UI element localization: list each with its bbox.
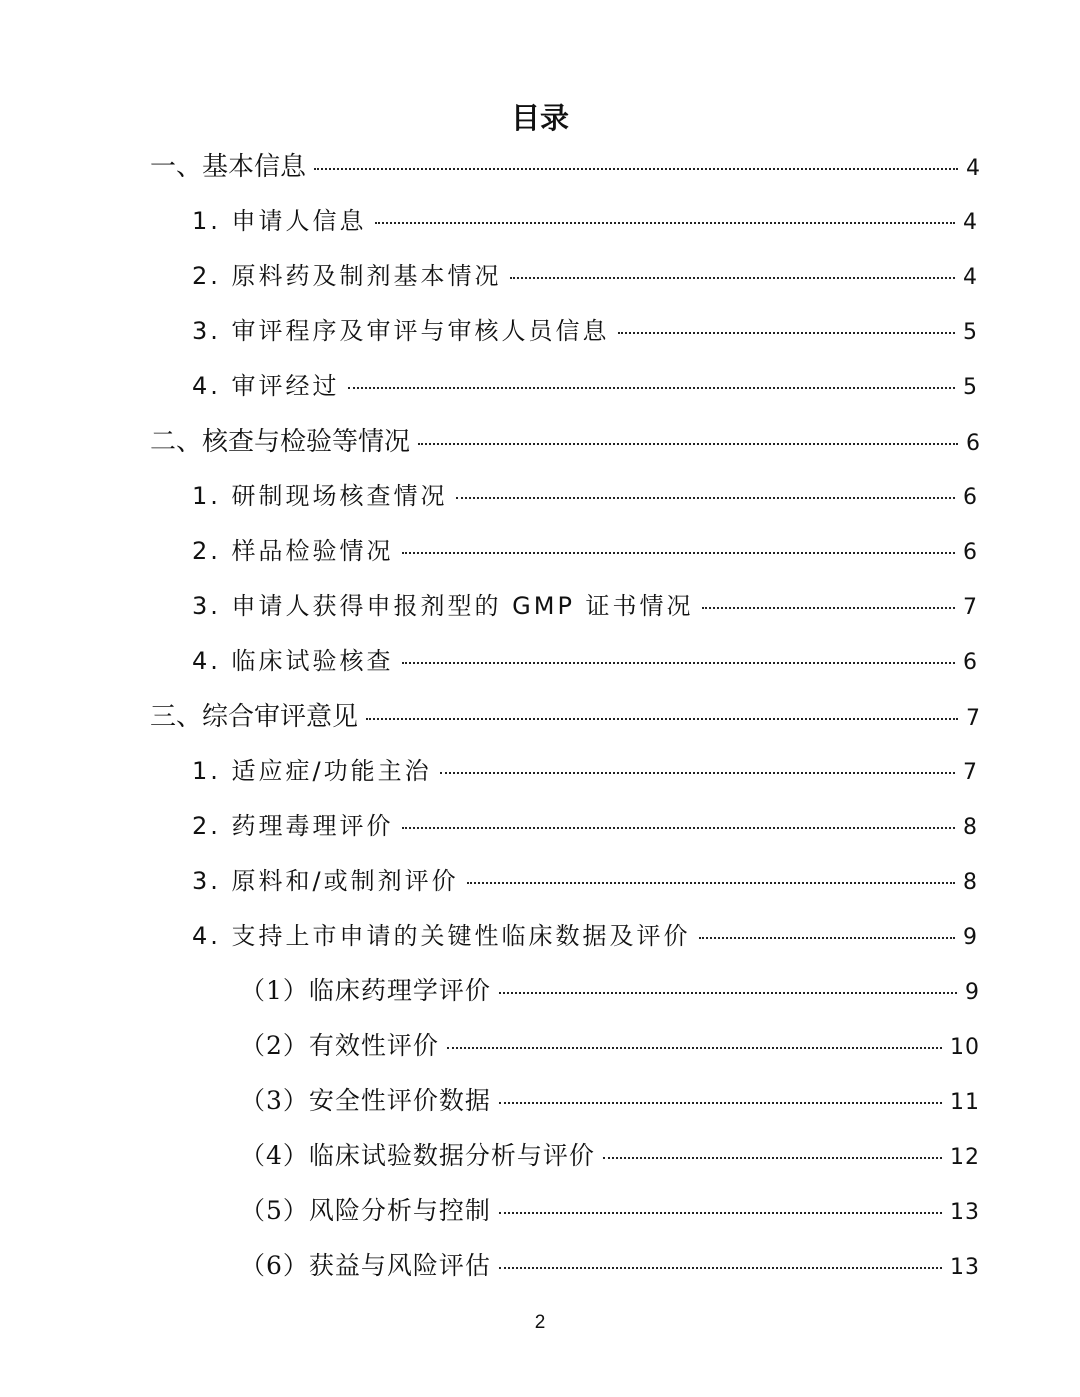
toc-entry[interactable] <box>240 1081 980 1121</box>
toc-entry-page: 8 <box>963 815 980 840</box>
toc-title: 目录 <box>510 101 569 135</box>
toc-entry-page: 13 <box>950 1255 980 1280</box>
toc-entry-label: 1. 申请人信息 <box>192 207 367 235</box>
dot-leader <box>702 607 955 609</box>
dot-leader <box>348 387 955 389</box>
toc-entry[interactable] <box>192 751 980 791</box>
dot-leader <box>402 552 955 554</box>
dot-leader <box>447 1047 942 1049</box>
dot-leader <box>499 1267 942 1269</box>
toc-entry-label: 4. 临床试验核查 <box>192 647 394 675</box>
toc-entry-label: 3. 申请人获得申报剂型的 GMP 证书情况 <box>192 592 694 620</box>
dot-leader <box>456 497 955 499</box>
toc-entry-page: 13 <box>950 1200 980 1225</box>
toc-entry-label: 二、核查与检验等情况 <box>150 427 411 457</box>
dot-leader <box>375 222 955 224</box>
dot-leader <box>618 332 955 334</box>
dot-leader <box>314 168 958 170</box>
toc-entry-label: 3. 原料和/或制剂评价 <box>192 867 459 895</box>
toc-entry-page: 5 <box>963 320 980 345</box>
toc-entry[interactable] <box>150 696 980 736</box>
toc-entry[interactable] <box>150 146 980 186</box>
dot-leader <box>402 827 955 829</box>
dot-leader <box>366 718 958 720</box>
dot-leader <box>603 1157 942 1159</box>
toc-entry[interactable] <box>240 1026 980 1066</box>
toc-entry-label: （6）获益与风险评估 <box>240 1251 491 1280</box>
toc-entry-label: 1. 研制现场核查情况 <box>192 482 448 510</box>
toc-entry-page: 6 <box>963 540 980 565</box>
dot-leader <box>499 992 957 994</box>
toc-entry[interactable] <box>192 586 980 626</box>
dot-leader <box>402 662 955 664</box>
toc-entry-page: 5 <box>963 375 980 400</box>
toc-entry[interactable] <box>192 311 980 351</box>
toc-entry-label: 一、基本信息 <box>150 152 307 182</box>
toc-entry[interactable] <box>192 476 980 516</box>
toc-entry[interactable] <box>192 366 980 406</box>
toc-entry-page: 4 <box>966 156 980 181</box>
toc-entry[interactable] <box>192 806 980 846</box>
toc-entry[interactable] <box>240 1191 980 1231</box>
dot-leader <box>699 937 955 939</box>
toc-entry[interactable] <box>192 201 980 241</box>
toc-entry-label: 三、综合审评意见 <box>150 702 359 732</box>
toc-entry-label: 2. 样品检验情况 <box>192 537 394 565</box>
toc-entry-page: 10 <box>950 1035 980 1060</box>
toc-entry-page: 7 <box>963 760 980 785</box>
page-number: 2 <box>534 1312 546 1333</box>
toc-entry-label: 3. 审评程序及审评与审核人员信息 <box>192 317 610 345</box>
toc-entry-page: 11 <box>950 1090 980 1115</box>
toc-entry-page: 12 <box>950 1145 980 1170</box>
toc-entry-label: 4. 审评经过 <box>192 372 340 400</box>
toc-entry[interactable] <box>192 256 980 296</box>
dot-leader <box>440 772 955 774</box>
toc-entry-label: 2. 原料药及制剂基本情况 <box>192 262 502 290</box>
toc-entry-label: 4. 支持上市申请的关键性临床数据及评价 <box>192 922 691 950</box>
toc-entry-page: 9 <box>963 925 980 950</box>
toc-entry-page: 7 <box>963 595 980 620</box>
toc-entry[interactable] <box>192 916 980 956</box>
toc-entry-label: （5）风险分析与控制 <box>240 1196 491 1225</box>
dot-leader <box>510 277 955 279</box>
toc-entry[interactable] <box>192 641 980 681</box>
toc-entry-label: （2）有效性评价 <box>240 1031 439 1060</box>
toc-entry-page: 7 <box>966 706 980 731</box>
dot-leader <box>418 443 958 445</box>
toc-entry-page: 9 <box>965 980 980 1005</box>
toc-entry-page: 8 <box>963 870 980 895</box>
dot-leader <box>499 1102 942 1104</box>
toc-entry[interactable] <box>240 971 980 1011</box>
toc-entry-label: （1）临床药理学评价 <box>240 976 491 1005</box>
toc-entry-label: 2. 药理毒理评价 <box>192 812 394 840</box>
dot-leader <box>467 882 955 884</box>
toc-entry-page: 6 <box>963 485 980 510</box>
toc-entry-label: （3）安全性评价数据 <box>240 1086 491 1115</box>
toc-entry-page: 4 <box>963 210 980 235</box>
dot-leader <box>499 1212 942 1214</box>
toc-entry-label: （4）临床试验数据分析与评价 <box>240 1141 595 1170</box>
toc-entry[interactable] <box>192 531 980 571</box>
toc-entry-label: 1. 适应症/功能主治 <box>192 757 432 785</box>
toc-entry-page: 6 <box>966 431 980 456</box>
toc-entry[interactable] <box>150 421 980 461</box>
toc-entry[interactable] <box>192 861 980 901</box>
toc-entry[interactable] <box>240 1136 980 1176</box>
toc-entry-page: 6 <box>963 650 980 675</box>
toc-entry-page: 4 <box>963 265 980 290</box>
toc-entry[interactable] <box>240 1246 980 1286</box>
